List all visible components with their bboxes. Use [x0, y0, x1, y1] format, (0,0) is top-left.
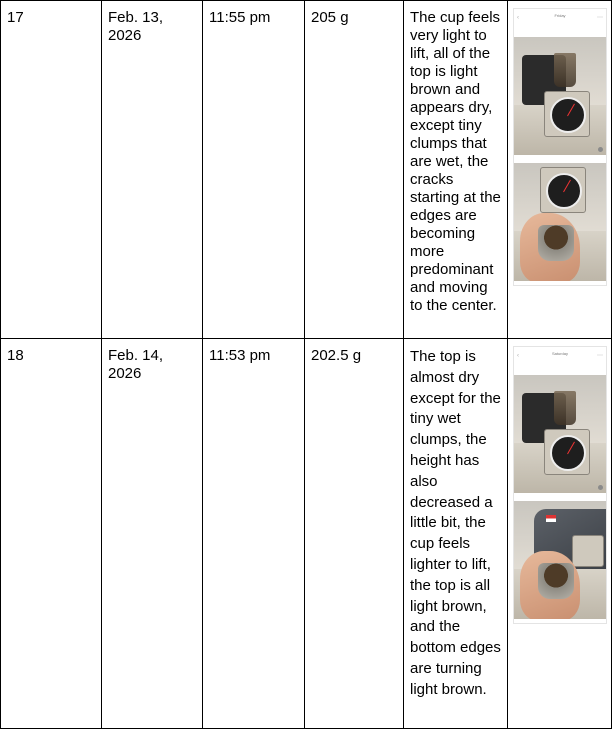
mass-cell: 202.5 g [305, 339, 404, 729]
more-icon: ⋯ [597, 15, 603, 21]
time-cell: 11:53 pm [203, 339, 305, 729]
date-cell: Feb. 13, 2026 [102, 1, 203, 339]
photo-cell [508, 339, 612, 729]
table-row [1, 339, 612, 729]
photo-scale-with-cup [514, 37, 606, 155]
screenshot-day-label: Saturday [551, 351, 568, 356]
photo-screenshot [514, 9, 606, 285]
screenshot-header [514, 9, 606, 37]
more-icon: ⋯ [597, 353, 603, 359]
table-row [1, 1, 612, 339]
observation-cell: The cup feels very light to lift, all of the top is light brown and appears dry, except tiny clumps that are wet, the cracks starting at the edges are becoming more predominant and moving to the center. [404, 1, 508, 339]
day-cell: 17 [1, 1, 102, 339]
photo-cup-in-hand [514, 163, 606, 281]
time-cell: 11:55 pm [203, 1, 305, 339]
photo-badge-icon [598, 147, 603, 152]
photo-badge-icon [598, 485, 603, 490]
screenshot-day-label: Friday [554, 13, 566, 18]
photo-screenshot [514, 347, 606, 623]
date-cell: Feb. 14, 2026 [102, 339, 203, 729]
screenshot-header [514, 347, 606, 375]
photo-scale-with-cup [514, 375, 606, 493]
mass-cell: 205 g [305, 1, 404, 339]
back-arrow-icon: ‹ [517, 353, 519, 359]
photo-cell [508, 1, 612, 339]
day-cell: 18 [1, 339, 102, 729]
observation-cell: The top is almost dry except for the tiny wet clumps, the height has also decreased a little bit, the cup feels lighter to lift, the top is all light brown, and the bottom edges are turning light brown. [404, 339, 508, 729]
photo-cup-in-hand [514, 501, 606, 619]
back-arrow-icon: ‹ [517, 15, 519, 21]
